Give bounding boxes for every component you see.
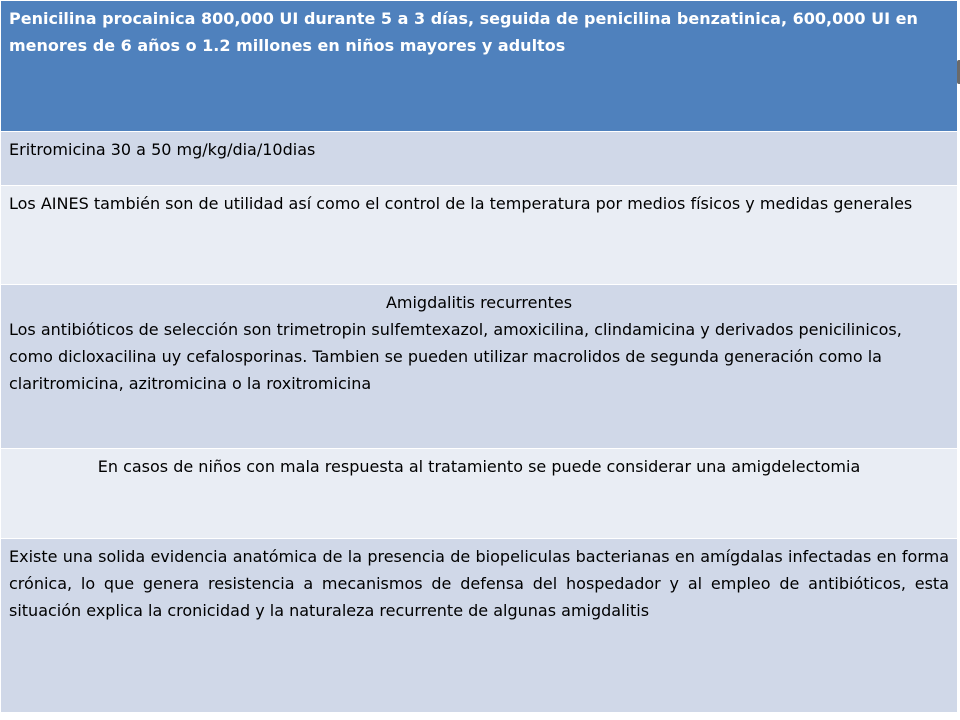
aines-cell: Los AINES también son de utilidad así como el control de la temperatura por medios físicos y medidas generales xyxy=(1,186,958,285)
table-row xyxy=(1,1,958,132)
erythromycin-cell: Eritromicina 30 a 50 mg/kg/dia/10dias xyxy=(1,132,958,186)
table-row xyxy=(1,186,958,285)
recurrent-tonsillitis-cell xyxy=(1,285,958,449)
biofilm-evidence-cell: Existe una solida evidencia anatómica de la presencia de biopeliculas bacterianas en amígdalas infectadas en forma crónica, lo que genera resistencia a mecanismos de defensa del hospedador y al empleo de antibióticos, esta situación explica la cronicidad y la naturaleza recurrente de algunas amigdalitis xyxy=(1,539,958,713)
table-row xyxy=(1,449,958,539)
penicillin-cell: Penicilina procainica 800,000 UI durante 5 a 3 días, seguida de penicilina benzatinica, 600,000 UI en menores de 6 años o 1.2 millones en niños mayores y adultos xyxy=(1,1,958,132)
table-row xyxy=(1,285,958,449)
recurrent-tonsillitis-heading: Amigdalitis recurrentes xyxy=(385,293,573,312)
recurrent-antibiotics-text: Los antibióticos de selección son trimetropin sulfemtexazol, amoxicilina, clindamicina y derivados penicilinicos, como dicloxacilina uy cefalosporinas. Tambien se pueden utilizar macrolidos de segunda generación como la claritromicina, azitromicina o la roxitromicina xyxy=(9,320,902,393)
tonsillectomy-cell: En casos de niños con mala respuesta al tratamiento se puede considerar una amigdelectomia xyxy=(1,449,958,539)
table-row xyxy=(1,132,958,186)
table-row xyxy=(1,539,958,713)
